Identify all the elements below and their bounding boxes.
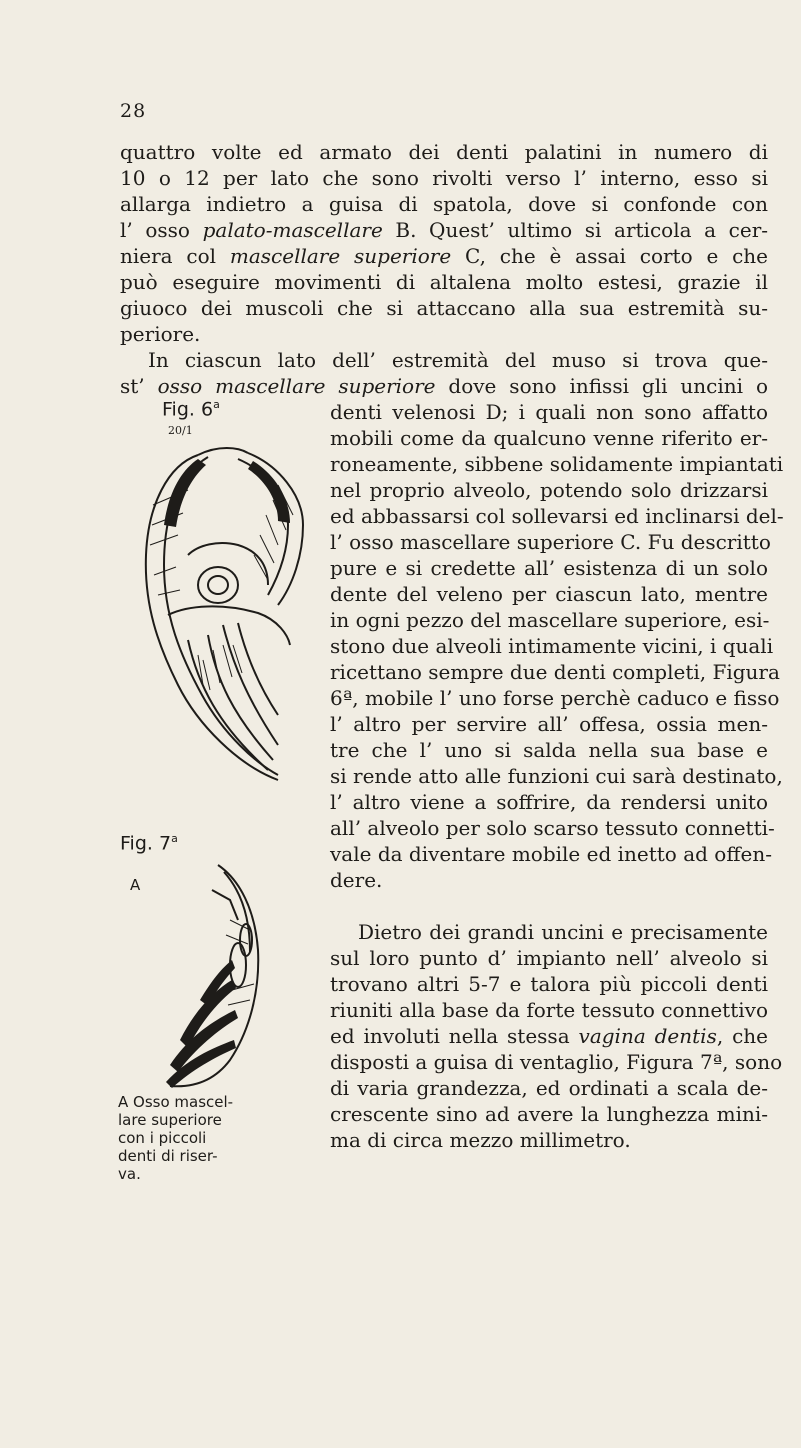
- text-line: disposti a guisa di ventaglio, Figura 7ª, sono: [330, 1050, 783, 1074]
- emphasis: vagina dentis: [578, 1024, 717, 1048]
- text-line: allarga indietro a guisa di spatola, dove si confonde con: [120, 192, 768, 216]
- text-line: tre che l’ uno si salda nella sua base e: [330, 738, 768, 762]
- text-line: denti velenosi D; i quali non sono affatto: [330, 400, 768, 424]
- emphasis: osso mascellare superiore: [157, 374, 436, 398]
- text-line: di varia grandezza, ed ordinati a scala de-: [330, 1076, 768, 1100]
- fig7-reserve-teeth-illustration: [160, 860, 270, 1090]
- text-line: quattro volte ed armato dei denti palatini in numero di: [120, 140, 768, 164]
- fig7-label: Fig. 7$^a$: [120, 832, 178, 855]
- emphasis: palato-mascellare: [202, 218, 383, 242]
- text-line: può eseguire movimenti di altalena molto estesi, grazie il: [120, 270, 768, 294]
- text-line: sul loro punto d’ impianto nell’ alveolo si: [330, 946, 768, 970]
- fig6-scale: 20/1: [168, 424, 193, 437]
- text-line: trovano altri 5-7 e talora più piccoli denti: [330, 972, 768, 996]
- text-line: l’ osso mascellare superiore C. Fu descritto: [330, 530, 771, 554]
- text-line: 10 o 12 per lato che sono rivolti verso l’ interno, esso si: [120, 166, 768, 190]
- text-line: in ogni pezzo del mascellare superiore, esi-: [330, 608, 770, 632]
- text-line: l’ osso palato-mascellare B. Quest’ ultimo si articola a cer-: [120, 218, 769, 242]
- text-line: stono due alveoli intimamente vicini, i quali: [330, 634, 774, 658]
- fig7-letter-a: A: [130, 876, 141, 894]
- text-line: ma di circa mezzo millimetro.: [330, 1128, 631, 1152]
- text-line: si rende atto alle funzioni cui sarà destinato,: [330, 764, 783, 788]
- emphasis: mascellare superiore: [229, 244, 452, 268]
- text-line: mobili come da qualcuno venne riferito er-: [330, 426, 768, 450]
- text-line: ricettano sempre due denti completi, Figura: [330, 660, 780, 684]
- text-line: crescente sino ad avere la lunghezza mini-: [330, 1102, 768, 1126]
- text-line: In ciascun lato dell’ estremità del muso si trova que-: [148, 348, 768, 372]
- text-line: periore.: [120, 322, 201, 346]
- text-line: niera col mascellare superiore C, che è assai corto e che: [120, 244, 769, 268]
- text-line: pure e si credette all’ esistenza di un solo: [330, 556, 768, 580]
- figure-caption: A Osso mascel- lare superiore con i piccoli denti di riser- va.: [118, 1093, 234, 1183]
- text-line: roneamente, sibbene solidamente impiantati: [330, 452, 784, 476]
- text-line: st’ osso mascellare superiore dove sono infissi gli uncini o: [120, 374, 768, 398]
- page-number: 28: [120, 100, 147, 122]
- text-line: Dietro dei grandi uncini e precisamente: [358, 920, 768, 944]
- text-line: dente del veleno per ciascun lato, mentre: [330, 582, 768, 606]
- text-line: dere.: [330, 868, 383, 892]
- text-line: vale da diventare mobile ed inetto ad offen-: [330, 842, 773, 866]
- text-line: 6ª, mobile l’ uno forse perchè caduco e fisso: [330, 686, 780, 710]
- text-line: riuniti alla base da forte tessuto connettivo: [330, 998, 768, 1022]
- text-line: all’ alveolo per solo scarso tessuto connetti-: [330, 816, 775, 840]
- text-line: l’ altro viene a soffrire, da rendersi unito: [330, 790, 768, 814]
- text-line: giuoco dei muscoli che si attaccano alla sua estremità su-: [120, 296, 768, 320]
- text-line: nel proprio alveolo, potendo solo drizzarsi: [330, 478, 768, 502]
- text-line: ed abbassarsi col sollevarsi ed inclinarsi del-: [330, 504, 784, 528]
- fig6-label: Fig. 6$^a$: [162, 398, 220, 421]
- fig6-venom-teeth-illustration: [128, 445, 318, 785]
- text-line: l’ altro per servire all’ offesa, ossia men-: [330, 712, 768, 736]
- text-line: ed involuti nella stessa vagina dentis, che: [330, 1024, 768, 1048]
